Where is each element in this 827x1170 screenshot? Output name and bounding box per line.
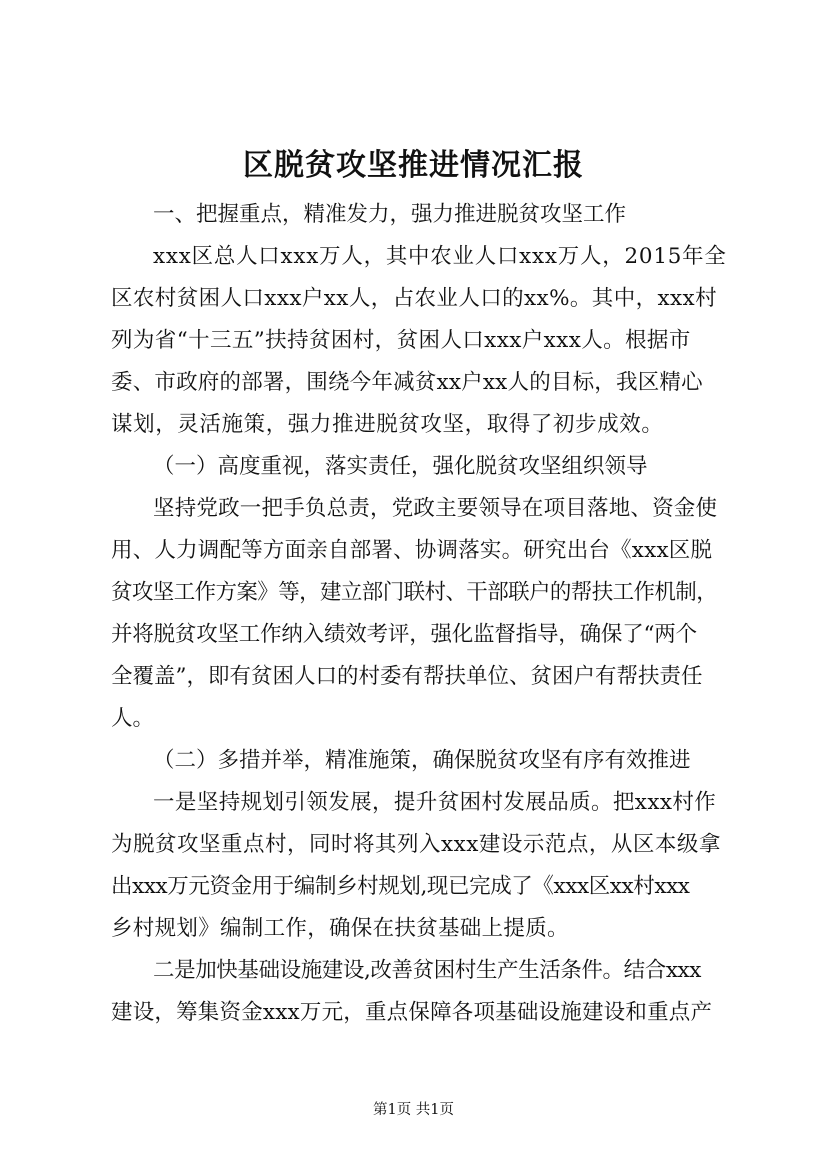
paragraph-line: 并将脱贫攻坚工作纳入绩效考评，强化监督指导，确保了“两个 (111, 622, 697, 647)
paragraph-line: 委、市政府的部署，围绕今年减贫xx户xx人的目标，我区精心 (111, 370, 703, 395)
paragraph-line: 谋划，灵活施策，强力推进脱贫攻坚，取得了初步成效。 (111, 412, 664, 437)
paragraph-line: xxx区总人口xxx万人，其中农业人口xxx万人，2015年全 (153, 244, 727, 269)
subsection-heading-1: （一）高度重视，落实责任，强化脱贫攻坚组织领导 (153, 454, 648, 479)
section-heading-1: 一、把握重点，精准发力，强力推进脱贫攻坚工作 (153, 202, 627, 227)
paragraph-line: 二是加快基础设施建设,改善贫困村生产生活条件。结合xxx (153, 958, 702, 983)
paragraph-line: 列为省“十三五”扶持贫困村，贫困人口xxx户xxx人。根据市 (111, 328, 691, 353)
document-title: 区脱贫攻坚推进情况汇报 (243, 148, 584, 183)
paragraph-line: 全覆盖”，即有贫困人口的村委有帮扶单位、贫困户有帮扶责任 (111, 664, 703, 689)
paragraph-line: 用、人力调配等方面亲自部署、协调落实。研究出台《xxx区脱 (111, 538, 713, 563)
paragraph-line: 人。 (111, 706, 155, 731)
page-number-footer: 第1页 共1页 (372, 1102, 455, 1118)
paragraph-line: 为脱贫攻坚重点村，同时将其列入xxx建设示范点，从区本级拿 (111, 832, 721, 857)
paragraph-line: 区农村贫困人口xxx户xx人，占农业人口的xx%。其中，xxx村 (111, 286, 717, 311)
subsection-heading-2: （二）多措并举，精准施策，确保脱贫攻坚有序有效推进 (153, 748, 691, 773)
paragraph-line: 坚持党政一把手负总责，党政主要领导在项目落地、资金使 (153, 496, 718, 521)
paragraph-line: 建设，筹集资金xxx万元，重点保障各项基础设施建设和重点产 (111, 1000, 713, 1025)
paragraph-line: 一是坚持规划引领发展，提升贫困村发展品质。把xxx村作 (153, 790, 717, 815)
paragraph-line: 出xxx万元资金用于编制乡村规划,现已完成了《xxx区xx村xxx (111, 874, 690, 899)
paragraph-line: 贫攻坚工作方案》等，建立部门联村、干部联户的帮扶工作机制， (111, 580, 718, 605)
paragraph-line: 乡村规划》编制工作，确保在扶贫基础上提质。 (111, 916, 569, 941)
